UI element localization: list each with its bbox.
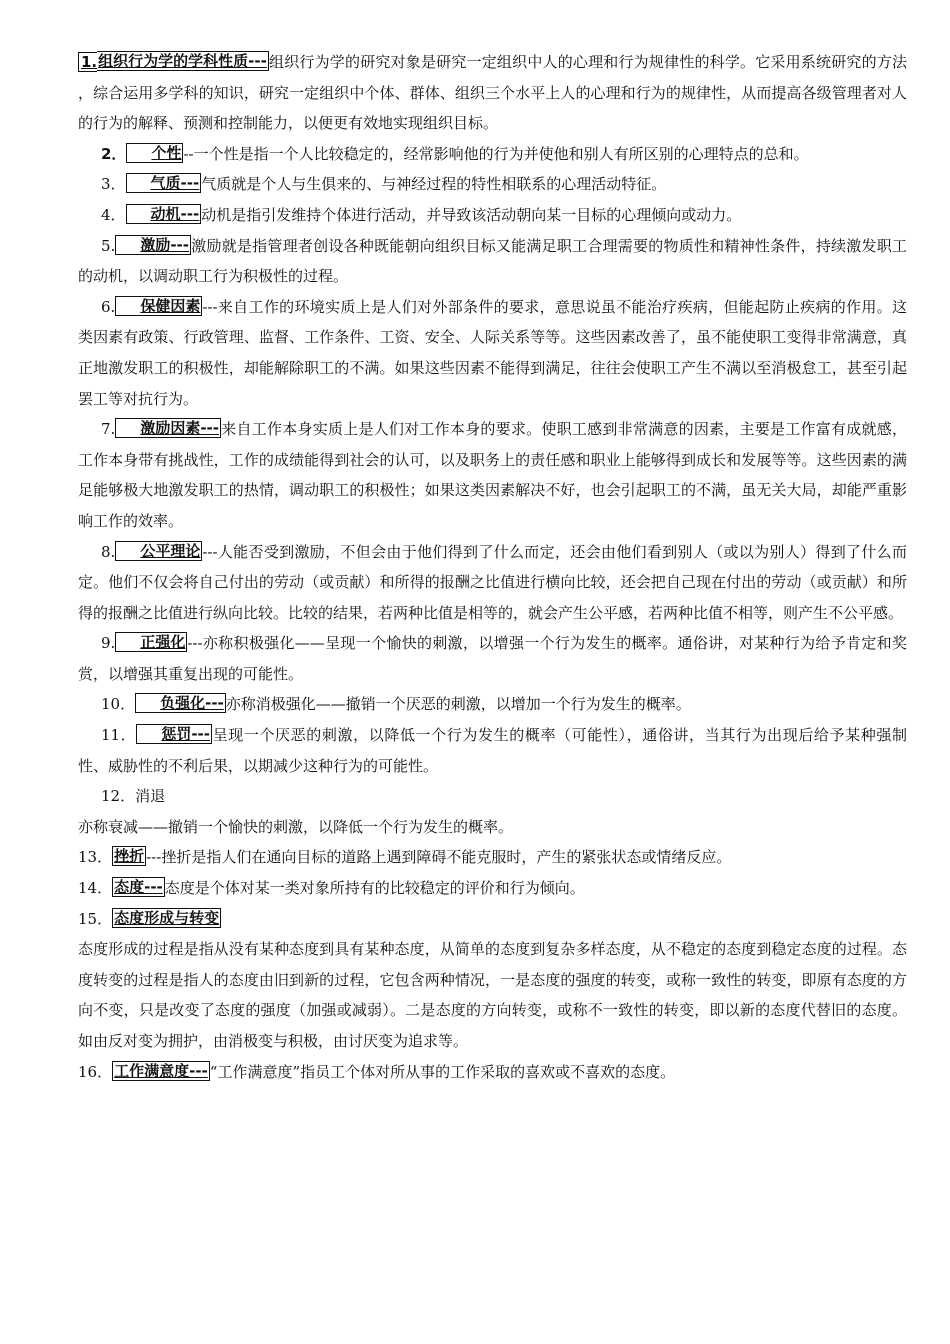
item-text: 态度是个体对某一类对象所持有的比较稳定的评价和行为倾向。 xyxy=(164,879,585,898)
item-number: 6. xyxy=(101,297,116,316)
item-number: 1. xyxy=(78,52,97,72)
item-text: 气质就是个人与生俱来的、与神经过程的特性相联系的心理活动特征。 xyxy=(201,175,667,194)
item-number: 2． xyxy=(101,144,127,163)
paragraph-14 xyxy=(78,873,907,904)
item-text: ---挫折是指人们在通向目标的道路上遇到障碍不能克服时，产生的紧张状态或情绪反应。 xyxy=(146,848,732,867)
paragraph-15 xyxy=(78,904,907,935)
term-label: 挫折 xyxy=(114,847,145,866)
paragraph-11 xyxy=(78,720,907,781)
term-label: 激励因素--- xyxy=(115,418,221,438)
item-number: 3． xyxy=(101,175,126,194)
paragraph-1 xyxy=(78,47,907,139)
item-text: 来自工作本身实质上是人们对工作本身的要求。使职工感到非常满意的因素，主要是工作富有成就感，工作本身带有挑战性，工作的成绩能得到社会的认可，以及职务上的责任感和职业上能够得到成长和发展等等。这些因素的满足能够极大地激发职工的热情，调动职工的积极性；如果这类因素解决不好，也会引起职工的不满，虽无关大局，却能严重影响工作的效率。 xyxy=(78,420,907,530)
item-text: ---亦称积极强化——呈现一个愉快的刺激，以增强一个行为发生的概率。通俗讲，对某种行为给予肯定和奖赏，以增强其重复出现的可能性。 xyxy=(78,634,907,683)
paragraph-16 xyxy=(78,1057,907,1088)
paragraph-2 xyxy=(78,139,907,170)
paragraph-7 xyxy=(78,414,907,536)
item-number: 10． xyxy=(101,695,136,714)
paragraph-6 xyxy=(78,292,907,414)
item-number: 7. xyxy=(101,420,116,439)
term-label: 保健因素 xyxy=(115,296,202,316)
paragraph-8 xyxy=(78,537,907,629)
term-label: 公平理论 xyxy=(115,541,202,561)
item-text: 呈现一个厌恶的刺激，以降低一个行为发生的概率（可能性），通俗讲，当其行为出现后给予某种强制性、威胁性的不利后果，以期减少这种行为的可能性。 xyxy=(78,726,907,775)
paragraph-13 xyxy=(78,842,907,873)
item-text: 动机是指引发维持个体进行活动，并导致该活动朝向某一目标的心理倾向或动力。 xyxy=(201,205,742,224)
paragraph-4 xyxy=(78,200,907,231)
term-label: 激励--- xyxy=(115,235,191,255)
item-text: 组织行为学的研究对象是研究一定组织中人的心理和行为规律性的科学。它采用系统研究的方法 ，综合运用多学科的知识，研究一定组织中个体、群体、组织三个水平上人的心理和行为的规律性，从而提高各级管理者对人的行为的解释、预测和控制能力，以便更有效地实现组织目标。 xyxy=(78,53,907,133)
item-number: 5. xyxy=(101,236,116,255)
item-number: 9. xyxy=(101,634,116,653)
term-label: 个性 xyxy=(126,143,183,163)
term-label: 态度形成与转变 xyxy=(114,908,220,927)
paragraph-15-body xyxy=(78,934,907,1056)
item-number: 4． xyxy=(101,205,126,224)
item-text: 激励就是指管理者创设各种既能朝向组织目标又能满足职工合理需要的物质性和精神性条件，持续激发职工的动机，以调动职工行为积极性的过程。 xyxy=(78,236,907,286)
term-label: 负强化--- xyxy=(135,693,226,713)
item-text: 消退 xyxy=(135,787,166,806)
item-text: --一个性是指一个人比较稳定的，经常影响他的行为并使他和别人有所区别的心理特点的总和。 xyxy=(183,144,809,163)
term-label: 工作满意度--- xyxy=(114,1061,208,1080)
paragraph-3 xyxy=(78,169,907,200)
item-number: 12． xyxy=(101,787,136,806)
item-text: ---来自工作的环境实质上是人们对外部条件的要求，意思说虽不能治疗疾病，但能起防止疾病的作用。这类因素有政策、行政管理、监督、工作条件、工资、安全、人际关系等等。这些因素改善了，虽不能使职工变得非常满意，真正地激发职工的积极性，却能解除职工的不满。如果这些因素不能得到满足，往往会使职工产生不满以至消极怠工，甚至引起罢工等对抗行为。 xyxy=(78,297,907,408)
paragraph-5 xyxy=(78,231,907,292)
item-number: 8. xyxy=(101,542,116,561)
item-number: 15． xyxy=(78,909,113,928)
paragraph-9 xyxy=(78,628,907,689)
term-label: 正强化 xyxy=(115,632,187,652)
item-number: 16． xyxy=(78,1062,113,1081)
term-label: 动机--- xyxy=(126,204,202,224)
item-text: 亦称衰减——撤销一个愉快的刺激，以降低一个行为发生的概率。 xyxy=(78,817,514,836)
paragraph-10 xyxy=(78,689,907,720)
term-label: 态度--- xyxy=(114,878,163,897)
item-text: 态度形成的过程是指从没有某种态度到具有某种态度，从简单的态度到复杂多样态度，从不稳定的态度到稳定态度的过程。态度转变的过程是指人的态度由旧到新的过程，它包含两种情况，一是态度的强度的转变，或称一致性的转变，即原有态度的方向不变，只是改变了态度的强度（加强或减弱）。二是态度的方向转变，或称不一致性的转变，即以新的态度代替旧的态度。如由反对变为拥护，由消极变与积极，由讨厌变为追求等。 xyxy=(78,940,907,1050)
term-label: 组织行为学的学科性质--- xyxy=(98,52,267,70)
term-label: 惩罚--- xyxy=(136,724,212,744)
paragraph-12-body xyxy=(78,812,907,843)
term-label: 气质--- xyxy=(126,173,202,193)
item-number: 11． xyxy=(101,726,137,745)
item-number: 13． xyxy=(78,848,113,867)
item-text: “工作满意度”指员工个体对所从事的工作采取的喜欢或不喜欢的态度。 xyxy=(209,1062,676,1081)
item-text: ---人能否受到激励，不但会由于他们得到了什么而定，还会由他们看到别人（或以为别人）得到了什么而定。他们不仅会将自己付出的劳动（或贡献）和所得的报酬之比值进行横向比较，还会把自己现在付出的劳动（或贡献）和所得的报酬之比值进行纵向比较。比较的结果，若两种比值是相等的，就会产生公平感，若两种比值不相等，则产生不公平感。 xyxy=(78,542,907,622)
item-number: 14． xyxy=(78,879,113,898)
paragraph-12 xyxy=(78,781,907,812)
item-text: 亦称消极强化——撤销一个厌恶的刺激，以增加一个行为发生的概率。 xyxy=(225,695,691,714)
